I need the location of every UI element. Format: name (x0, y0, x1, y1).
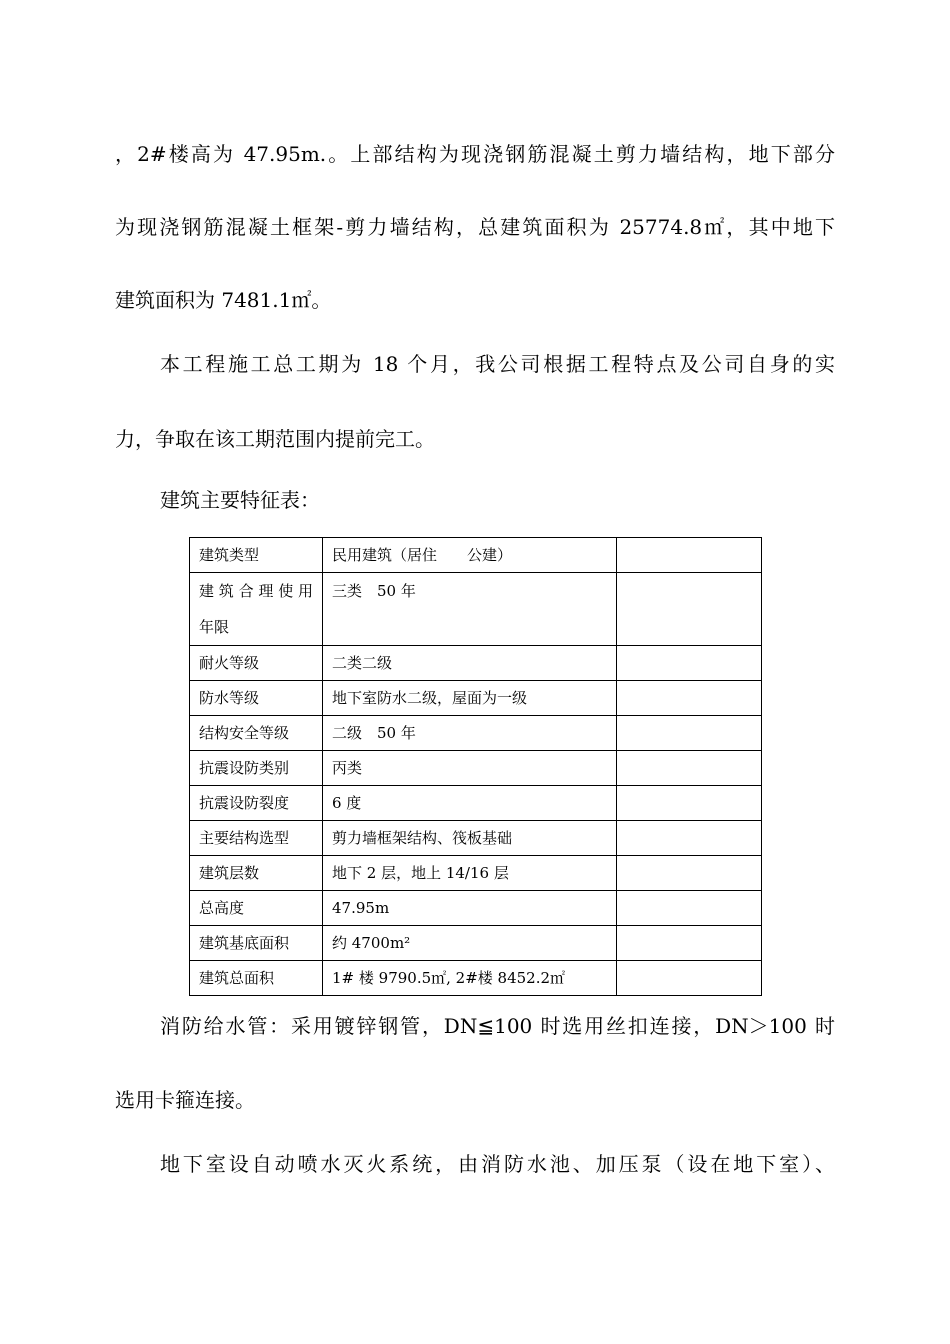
row-label: 抗震设防类别 (190, 751, 323, 786)
row-extra (617, 716, 762, 751)
paragraph-line: 为现浇钢筋混凝土框架-剪力墙结构，总建筑面积为 25774.8㎡，其中地下 (115, 215, 835, 239)
table-row (190, 786, 762, 821)
paragraph-line: 力，争取在该工期范围内提前完工。 (115, 427, 435, 451)
row-extra (617, 573, 762, 646)
row-extra (617, 926, 762, 961)
paragraph-line: 建筑面积为 7481.1㎡。 (115, 288, 332, 312)
row-value: 地下 2 层，地上 14/16 层 (323, 856, 617, 891)
row-label: 结构安全等级 (190, 716, 323, 751)
row-label: 建筑总面积 (190, 961, 323, 996)
table-row (190, 961, 762, 996)
paragraph-line: 本工程施工总工期为 18 个月，我公司根据工程特点及公司自身的实 (160, 352, 835, 376)
row-value: 约 4700m² (323, 926, 617, 961)
row-label-line: 年限 (199, 618, 230, 636)
row-label: 建筑层数 (190, 856, 323, 891)
row-value: 丙类 (323, 751, 617, 786)
row-value: 二级 50 年 (323, 716, 617, 751)
row-label: 总高度 (190, 891, 323, 926)
row-extra (617, 821, 762, 856)
row-label: 主要结构选型 (190, 821, 323, 856)
row-value: 1# 楼 9790.5㎡, 2#楼 8452.2㎡ (323, 961, 617, 996)
row-value: 47.95m (323, 891, 617, 926)
paragraph-line: ，2#楼高为 47.95m.。上部结构为现浇钢筋混凝土剪力墙结构，地下部分 (115, 142, 835, 166)
table-row (190, 716, 762, 751)
row-extra (617, 681, 762, 716)
row-label-line: 建筑合理使用 (199, 582, 313, 600)
table-row (190, 856, 762, 891)
building-features-table (189, 537, 762, 996)
row-extra (617, 961, 762, 996)
row-extra (617, 856, 762, 891)
row-extra (617, 751, 762, 786)
table-row (190, 573, 762, 646)
table-row (190, 891, 762, 926)
table-row (190, 926, 762, 961)
row-label: 建筑基底面积 (190, 926, 323, 961)
table-caption: 建筑主要特征表： (160, 488, 320, 512)
table-row (190, 821, 762, 856)
row-label: 建筑类型 (190, 538, 323, 573)
row-value: 二类二级 (323, 646, 617, 681)
row-value: 三类 50 年 (323, 573, 617, 646)
table-row (190, 681, 762, 716)
row-value: 民用建筑（居住 公建） (323, 538, 617, 573)
row-label: 防水等级 (190, 681, 323, 716)
row-extra (617, 786, 762, 821)
table-row (190, 751, 762, 786)
row-extra (617, 891, 762, 926)
table-row (190, 646, 762, 681)
row-label: 耐火等级 (190, 646, 323, 681)
row-value: 地下室防水二级，屋面为一级 (323, 681, 617, 716)
row-label (190, 573, 323, 646)
row-extra (617, 646, 762, 681)
table-row (190, 538, 762, 573)
row-value: 剪力墙框架结构、筏板基础 (323, 821, 617, 856)
paragraph-line: 选用卡箍连接。 (115, 1088, 255, 1112)
paragraph-line: 地下室设自动喷水灭火系统，由消防水池、加压泵（设在地下室）、 (160, 1152, 835, 1176)
row-label: 抗震设防裂度 (190, 786, 323, 821)
row-value: 6 度 (323, 786, 617, 821)
row-extra (617, 538, 762, 573)
paragraph-line: 消防给水管：采用镀锌钢管，DN≦100 时选用丝扣连接，DN＞100 时 (160, 1014, 835, 1038)
